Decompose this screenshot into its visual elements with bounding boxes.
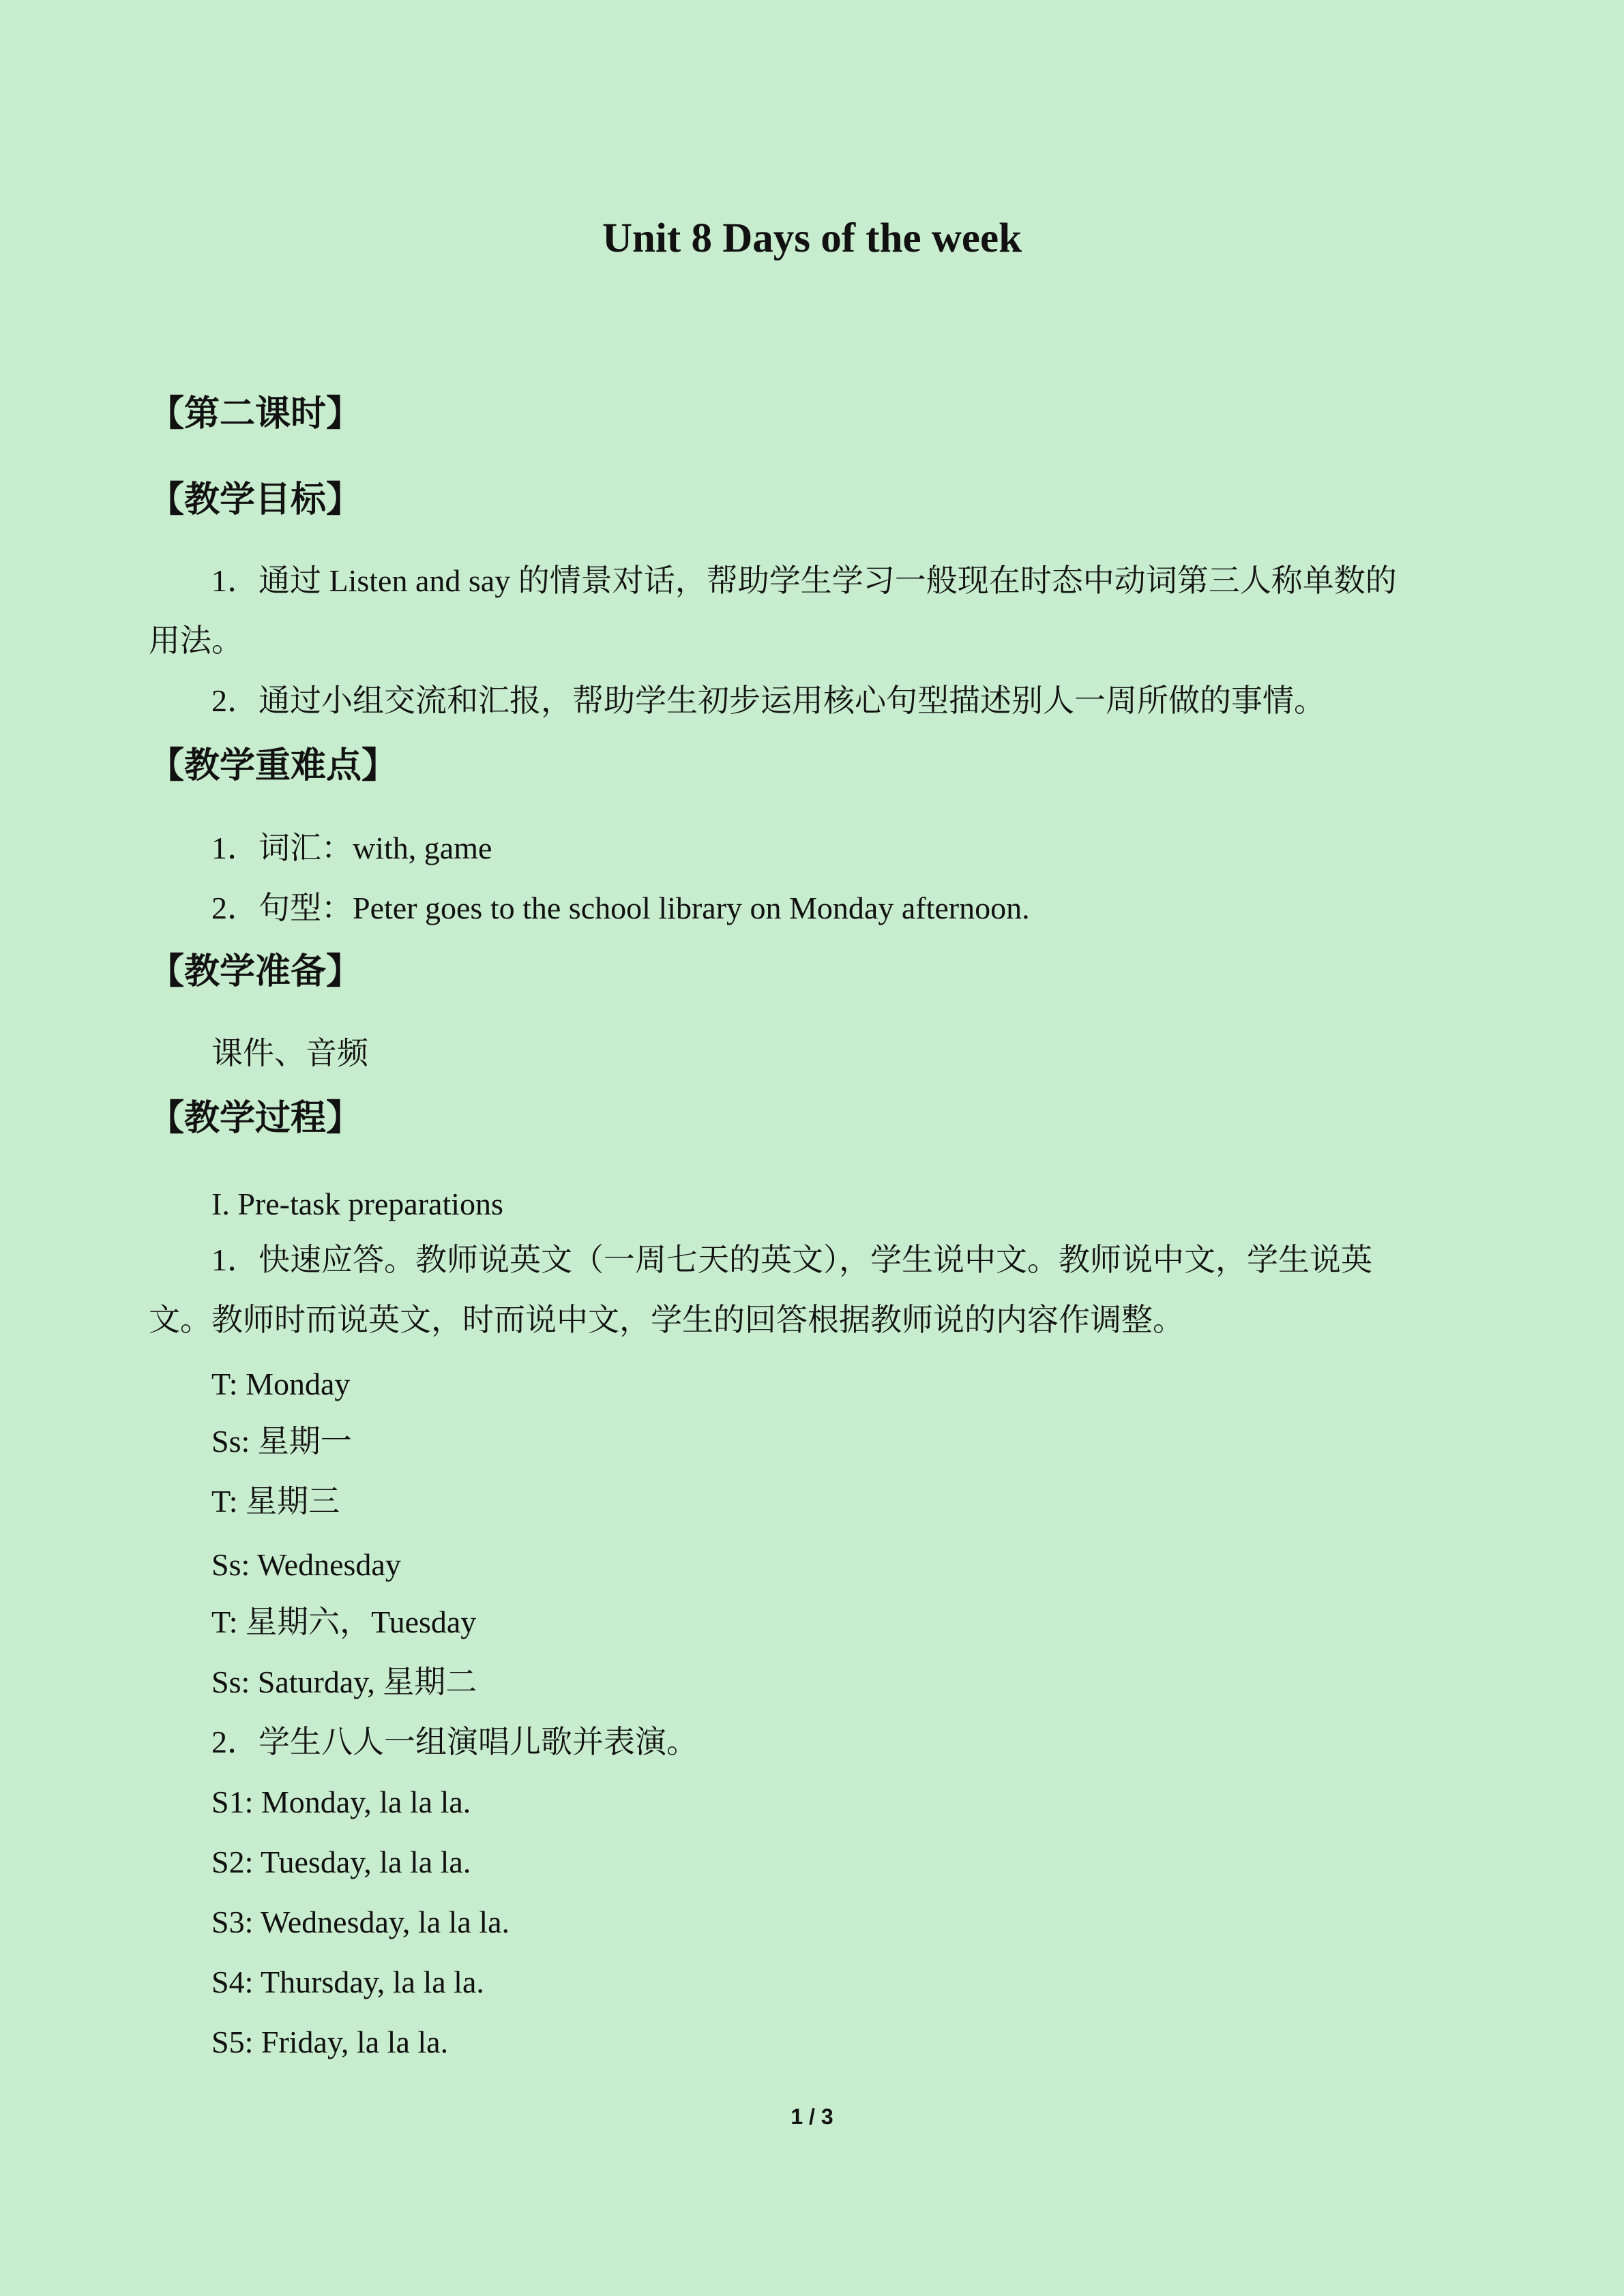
process-step-2: 2．学生八人一组演唱儿歌并表演。 (211, 1725, 698, 1759)
objective-item-1-continued: 用法。 (149, 623, 243, 658)
section-heading-process: 【教学过程】 (149, 1098, 362, 1139)
preparation-materials: 课件、音频 (211, 1036, 368, 1071)
dialogue-line: Ss: 星期一 (211, 1424, 352, 1459)
page-number: 1 / 3 (791, 2104, 833, 2129)
objective-item-2: 2．通过小组交流和汇报，帮助学生初步运用核心句型描述别人一周所做的事情。 (211, 683, 1325, 718)
key-point-vocabulary: 1．词汇：with, game (211, 831, 492, 865)
song-line: S3: Wednesday, la la la. (211, 1905, 510, 1939)
document-title: Unit 8 Days of the week (602, 215, 1022, 261)
section-heading-preparation: 【教学准备】 (149, 951, 362, 992)
song-line: S2: Tuesday, la la la. (211, 1845, 471, 1879)
process-stage-title: I. Pre-task preparations (211, 1187, 503, 1221)
dialogue-line: T: 星期六，Tuesday (211, 1605, 477, 1639)
song-line: S1: Monday, la la la. (211, 1785, 471, 1819)
song-line: S4: Thursday, la la la. (211, 1965, 484, 1999)
section-heading-key-points: 【教学重难点】 (149, 745, 398, 786)
dialogue-line: Ss: Wednesday (211, 1547, 401, 1582)
dialogue-line: T: Monday (211, 1367, 351, 1401)
dialogue-line: Ss: Saturday, 星期二 (211, 1665, 477, 1699)
song-line: S5: Friday, la la la. (211, 2025, 449, 2059)
process-step-1: 1．快速应答。教师说英文（一周七天的英文），学生说中文。教师说中文，学生说英 (211, 1242, 1372, 1277)
objective-item-1: 1．通过 Listen and say 的情景对话，帮助学生学习一般现在时态中动词第三人称单数的 (211, 563, 1397, 598)
process-step-1-continued: 文。教师时而说英文，时而说中文，学生的回答根据教师说的内容作调整。 (149, 1302, 1184, 1337)
section-heading-objectives: 【教学目标】 (149, 479, 362, 520)
key-point-sentence: 2．句型：Peter goes to the school library on Monday afternoon. (211, 891, 1030, 925)
dialogue-line: T: 星期三 (211, 1484, 340, 1519)
section-heading-lesson: 【第二课时】 (149, 393, 362, 434)
